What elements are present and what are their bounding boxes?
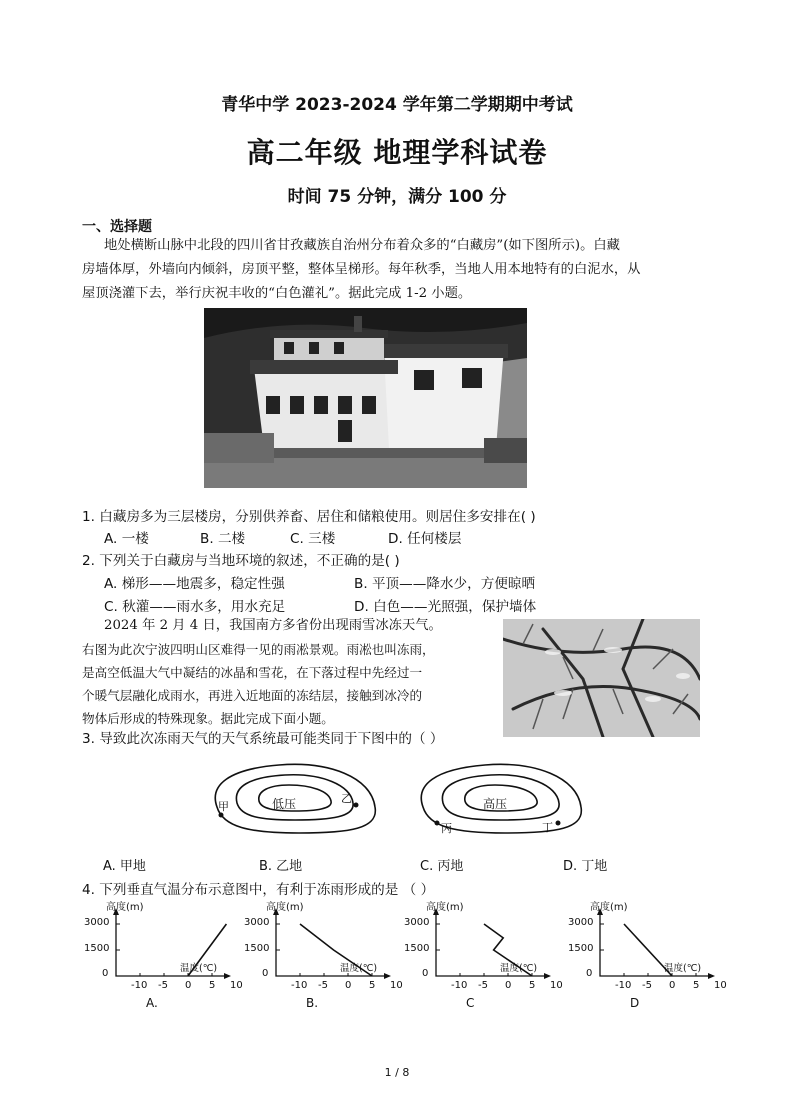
- passage2-line1: 2024 年 2 月 4 日，我国南方多省份出现雨雪冰冻天气。: [104, 618, 442, 633]
- passage2-line3: 是高空低温大气中凝结的冰晶和雪花，在下落过程中先经过一: [82, 665, 423, 680]
- x-tick-label: 0: [669, 980, 676, 991]
- q1-option-d[interactable]: D. 任何楼层: [388, 531, 462, 547]
- section-title: 一、选择题: [82, 219, 152, 235]
- x-tick-label: -5: [318, 980, 328, 991]
- panel-label: C: [466, 996, 475, 1010]
- y-tick-label: 1500: [244, 943, 270, 954]
- y-tick-label: 0: [586, 968, 593, 979]
- point-yi-label: 乙: [341, 792, 352, 805]
- y-tick-label: 0: [422, 968, 429, 979]
- q2-option-a[interactable]: A. 梯形——地震多，稳定性强: [104, 576, 285, 592]
- x-axis-label: 温度(℃): [500, 963, 538, 974]
- point-ding-label: 丁: [542, 821, 553, 834]
- y-axis-label: 高度(m): [266, 902, 304, 913]
- x-tick-label: -10: [131, 980, 148, 991]
- passage2-line2: 右图为此次宁波四明山区难得一见的雨凇景观。雨凇也叫冻雨，: [82, 642, 435, 657]
- x-tick-label: 10: [714, 980, 727, 991]
- y-tick-label: 0: [262, 968, 269, 979]
- temperature-profile-panel-1: [82, 900, 243, 1015]
- temperature-profile-panel-3: [402, 900, 563, 1015]
- school-exam-title: 青华中学 2023-2024 学年第二学期期中考试: [221, 95, 573, 115]
- y-tick-label: 3000: [404, 917, 430, 928]
- y-tick-label: 1500: [84, 943, 110, 954]
- passage2-line4: 个暖气层融化成雨水，再进入近地面的冻结层，接触到冰冷的: [82, 688, 423, 703]
- x-tick-label: 0: [185, 980, 192, 991]
- y-tick-label: 1500: [568, 943, 594, 954]
- question-1-stem: 1. 白藏房多为三层楼房，分别供养畜、居住和储粮使用。则居住多安排在( ): [82, 509, 536, 525]
- x-tick-label: 10: [550, 980, 563, 991]
- y-tick-label: 3000: [84, 917, 110, 928]
- y-tick-label: 3000: [568, 917, 594, 928]
- q1-option-b[interactable]: B. 二楼: [200, 531, 246, 547]
- x-tick-label: 10: [230, 980, 243, 991]
- passage1-line3: 屋顶浇灌下去，举行庆祝丰收的“白色灌礼”。据此完成 1-2 小题。: [82, 286, 472, 301]
- high-pressure-label: 高压: [483, 797, 508, 811]
- x-tick-label: -10: [291, 980, 308, 991]
- x-tick-label: 5: [369, 980, 376, 991]
- y-tick-label: 1500: [404, 943, 430, 954]
- x-tick-label: 5: [693, 980, 700, 991]
- x-axis-arrow: [544, 973, 551, 979]
- q3-option-a[interactable]: A. 甲地: [103, 859, 146, 874]
- page-number: 1 / 8: [384, 1066, 410, 1079]
- x-tick-label: 0: [345, 980, 352, 991]
- y-axis-label: 高度(m): [590, 902, 628, 913]
- white-tibetan-house-photo: [204, 308, 527, 488]
- glaze-ice-photo: [503, 619, 700, 737]
- temperature-profile-panel-2: [242, 900, 403, 1015]
- time-info: 时间 75 分钟，满分 100 分: [287, 187, 507, 207]
- question-2-stem: 2. 下列关于白藏房与当地环境的叙述，不正确的是( ): [82, 553, 400, 569]
- point-jia-label: 甲: [218, 800, 229, 813]
- question-4-stem: 4. 下列垂直气温分布示意图中，有利于冻雨形成的是 （ ）: [82, 882, 435, 898]
- q2-option-b[interactable]: B. 平顶——降水少，方便晾晒: [354, 576, 536, 592]
- x-tick-label: -5: [642, 980, 652, 991]
- x-tick-label: 0: [505, 980, 512, 991]
- temperature-profile-panel-4: [566, 900, 727, 1015]
- x-tick-label: 10: [390, 980, 403, 991]
- x-axis-label: 温度(℃): [664, 963, 702, 974]
- y-tick-label: 0: [102, 968, 109, 979]
- q3-option-c[interactable]: C. 丙地: [420, 859, 464, 874]
- point-bing-label: 丙: [441, 822, 452, 835]
- x-axis-arrow: [708, 973, 715, 979]
- y-axis-label: 高度(m): [106, 902, 144, 913]
- x-axis-arrow: [384, 973, 391, 979]
- x-tick-label: 5: [529, 980, 536, 991]
- y-tick-label: 3000: [244, 917, 270, 928]
- q2-option-d[interactable]: D. 白色——光照强，保护墙体: [354, 599, 537, 615]
- q1-option-a[interactable]: A. 一楼: [104, 531, 149, 547]
- x-axis-label: 温度(℃): [340, 963, 378, 974]
- x-tick-label: -10: [615, 980, 632, 991]
- q2-option-c[interactable]: C. 秋灌——雨水多，用水充足: [104, 599, 286, 615]
- x-tick-label: -5: [158, 980, 168, 991]
- q3-option-d[interactable]: D. 丁地: [563, 859, 608, 874]
- x-tick-label: -10: [451, 980, 468, 991]
- low-pressure-label: 低压: [272, 797, 297, 811]
- q1-option-c[interactable]: C. 三楼: [290, 531, 336, 547]
- passage2-line5: 物体后形成的特殊现象。据此完成下面小题。: [82, 711, 334, 726]
- q3-option-b[interactable]: B. 乙地: [259, 859, 303, 874]
- low-pressure-diagram: [209, 757, 379, 839]
- panel-label: D: [630, 996, 640, 1010]
- exam-title: 高二年级 地理学科试卷: [246, 136, 548, 169]
- x-axis-arrow: [224, 973, 231, 979]
- x-tick-label: 5: [209, 980, 216, 991]
- panel-label: A.: [146, 996, 158, 1010]
- passage1-line1: 地处横断山脉中北段的四川省甘孜藏族自治州分布着众多的“白藏房”(如下图所示)。白藏: [104, 238, 620, 253]
- y-axis-label: 高度(m): [426, 902, 464, 913]
- x-axis-label: 温度(℃): [180, 963, 218, 974]
- x-tick-label: -5: [478, 980, 488, 991]
- high-pressure-diagram: [415, 757, 585, 839]
- passage1-line2: 房墙体厚，外墙向内倾斜，房顶平整，整体呈梯形。每年秋季，当地人用本地特有的白泥水，从: [82, 262, 641, 277]
- question-3-stem: 3. 导致此次冻雨天气的天气系统最可能类同于下图中的（ ）: [82, 731, 444, 747]
- panel-label: B.: [306, 996, 319, 1010]
